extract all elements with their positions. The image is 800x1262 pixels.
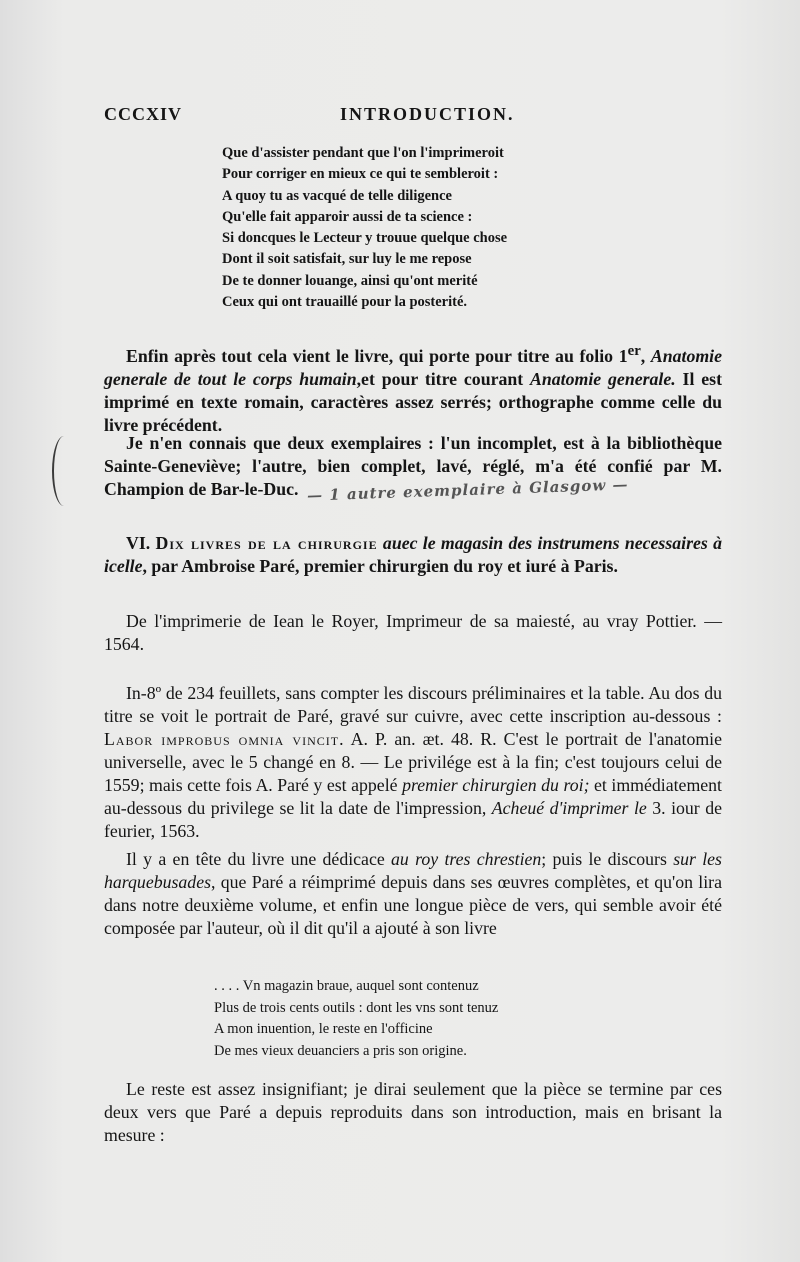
verse-block-top xyxy=(222,143,642,313)
verse-block-bottom xyxy=(214,976,594,1062)
verse-line: Si doncques le Lecteur y trouue quelque chose xyxy=(222,230,508,247)
verse-line: Ceux qui ont trauaillé pour la posterité. xyxy=(222,294,468,311)
text-run: , par Ambroise Paré, premier chirurgien du roy et iuré à Paris. xyxy=(142,556,618,576)
page-number: CCCXIV xyxy=(104,104,182,124)
text-run: A. P. an. æt. 48. R. C'est le portrait de l'anatomie universelle, avec le 5 changé en 8. — Le privilége est à la fin; c'est toujours celui de 1559; mais cette fois A. Paré y est appelé xyxy=(104,729,722,795)
verse-line: Dont il soit satisfait, sur luy le me repose xyxy=(222,251,472,268)
text-run: Il est imprimé en texte romain, caractères assez serrés; orthographe comme celle du livre précédent. xyxy=(104,368,723,435)
book-title-italic: Anatomie generale de tout le corps humain xyxy=(104,345,723,389)
paragraph-anatomie xyxy=(104,340,722,437)
verse-line: A mon inuention, le reste en l'officine xyxy=(214,1021,433,1037)
verse-line: A quoy tu as vacqué de telle diligence xyxy=(222,187,452,204)
paragraph-conclusion xyxy=(104,1078,722,1147)
verse-line: Que d'assister pendant que l'on l'imprimeroit xyxy=(222,145,504,161)
text-run: Je n'en connais que deux exemplaires : l'un incomplet, est à la bibliothèque Sainte-Geneviève; l'autre, bien complet, lavé, réglé, m'a été confié par M. Champion de Bar-le-Duc. xyxy=(104,433,722,499)
text-run: 3. iour de feurier, 1563. xyxy=(104,798,722,841)
paragraph-imprimerie xyxy=(104,610,722,656)
superscript: er xyxy=(627,343,641,359)
section-title-italic: auec le magasin des instrumens necessaires à icelle xyxy=(104,533,722,576)
section-numeral: VI. xyxy=(126,533,156,553)
verse-line: De te donner louange, ainsi qu'ont merité xyxy=(222,272,478,289)
paragraph-dedicace xyxy=(104,848,722,940)
verse-line: Plus de trois cents outils : dont les vns sont tenuz xyxy=(214,999,499,1016)
verse-line: . . . . Vn magazin braue, auquel sont contenuz xyxy=(214,978,479,994)
italic-run: au roy tres chrestien xyxy=(391,849,542,869)
text-run: Il y a en tête du livre une dédicace xyxy=(126,849,392,869)
paragraph-description xyxy=(104,682,722,843)
text-run: et immédiatement au-dessous du privilege se lit la date de l'impression, xyxy=(104,775,723,818)
handwritten-annotation: — 1 autre exemplaire à Glasgow — xyxy=(306,475,629,505)
verse-line: De mes vieux deuanciers a pris son origine. xyxy=(214,1042,467,1059)
motto: Labor improbus omnia vincit. xyxy=(104,729,345,749)
paragraph-exemplaires xyxy=(104,432,722,505)
verse-line: Pour corriger en mieux ce qui te sembleroit : xyxy=(222,166,499,183)
section-heading xyxy=(104,532,722,578)
italic-run: Acheué d'imprimer le xyxy=(491,798,647,818)
text-run: , xyxy=(640,345,651,366)
running-title: INTRODUCTION. xyxy=(340,104,515,124)
text-run: ; puis le discours xyxy=(541,849,674,869)
text-run: De l'imprimerie de Iean le Royer, Imprimeur de sa maiesté, au vray Pottier. — 1564. xyxy=(104,611,722,654)
text-run: Le reste est assez insignifiant; je dirai seulement que la pièce se termine par ces deux vers que Paré a depuis reproduits dans son introduction, mais en brisant la mesure : xyxy=(104,1079,722,1145)
text-run: Enfin après tout cela vient le livre, qui porte pour titre au folio 1 xyxy=(126,345,628,366)
text-run: , que Paré a réimprimé depuis dans ses œuvres complètes, et qu'on lira dans notre deuxième volume, et enfin une longue pièce de vers, qui semble avoir été composée par l'auteur, où il dit qu'il a ajouté à son livre xyxy=(104,872,722,938)
handwritten-bracket xyxy=(52,436,76,506)
text-run: ,et pour titre courant xyxy=(356,368,531,389)
text-run: In-8º de 234 feuillets, sans compter les discours préliminaires et la table. Au dos du titre se voit le portrait de Paré, gravé sur cuivre, avec cette inscription au-dessous : xyxy=(104,683,722,726)
italic-run: premier chirurgien du roi; xyxy=(402,775,590,795)
page-header xyxy=(104,104,724,128)
running-title-italic: Anatomie generale. xyxy=(530,368,676,389)
section-title: Dix livres de la chirurgie xyxy=(155,533,378,553)
italic-run: sur les harquebusades xyxy=(104,849,722,892)
verse-line: Qu'elle fait apparoir aussi de ta science : xyxy=(222,208,473,225)
